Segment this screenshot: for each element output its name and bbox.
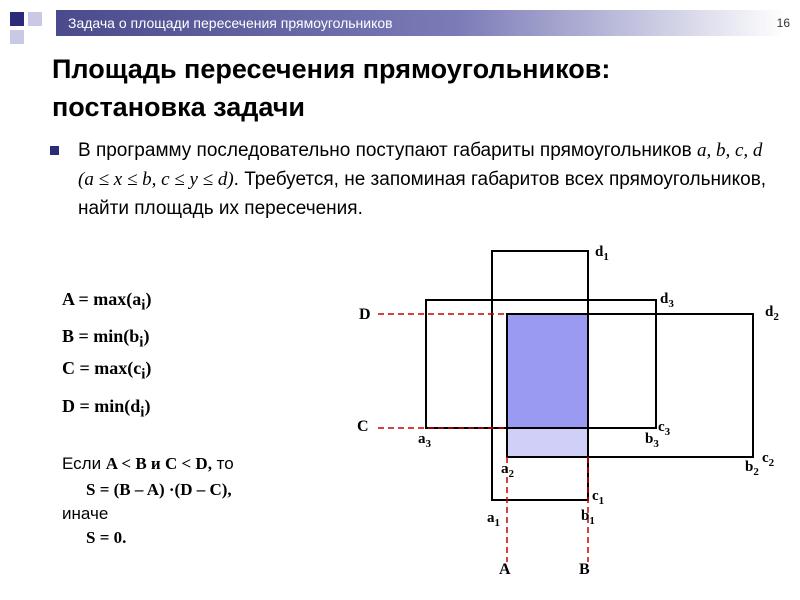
- header-title: Задача о площади пересечения прямоугольников: [68, 15, 393, 31]
- label-a2: $a_2$: [501, 461, 514, 480]
- label-B: B: [579, 561, 590, 578]
- formula-b: $B = \min(b_i)$: [62, 326, 150, 351]
- condition-else-value: S = 0.: [86, 528, 127, 547]
- label-c3: $c_3$: [658, 419, 671, 438]
- label-b3: $b_3$: [645, 431, 659, 450]
- formula-c: $C = \max(c_i)$: [62, 358, 152, 383]
- condition-else: иначе: [62, 504, 109, 523]
- label-c1: $c_1$: [592, 488, 605, 507]
- label-c2: $c_2$: [762, 450, 775, 469]
- formula-a: $A = \max(a_i)$: [62, 289, 152, 314]
- condition-then: S = (B – A) ·(D – C),: [86, 480, 232, 499]
- bullet-suffix: . Требуется, не запоминая габаритов всех прямоугольников, найти площадь их пересечения.: [78, 169, 767, 219]
- intersection-area: [507, 314, 588, 428]
- label-C: C: [357, 418, 369, 435]
- label-d2: $d_2$: [765, 304, 779, 323]
- partial-intersection-area: [507, 428, 588, 457]
- formula-d: $D = \min(d_i)$: [62, 396, 151, 421]
- condition-if: Если A < B и C < D, то: [62, 454, 234, 473]
- label-d3: $d_3$: [660, 291, 674, 310]
- bullet-prefix: В программу последовательно поступают габариты прямоугольников: [78, 140, 697, 161]
- bullet-vars: a, b, c, d (a ≤ x ≤ b, c ≤ y ≤ d): [78, 140, 763, 190]
- label-a3: $a_3$: [418, 431, 431, 450]
- label-b1: $b_1$: [581, 508, 595, 527]
- label-d1: $d_1$: [595, 244, 609, 263]
- label-b2: $b_2$: [745, 459, 759, 478]
- page-title: Площадь пересечения прямоугольников: постановка задачи: [52, 54, 611, 122]
- slide-number: 16: [776, 16, 790, 30]
- label-a1: $a_1$: [487, 510, 500, 529]
- label-D: D: [359, 306, 371, 323]
- label-A: A: [499, 561, 511, 578]
